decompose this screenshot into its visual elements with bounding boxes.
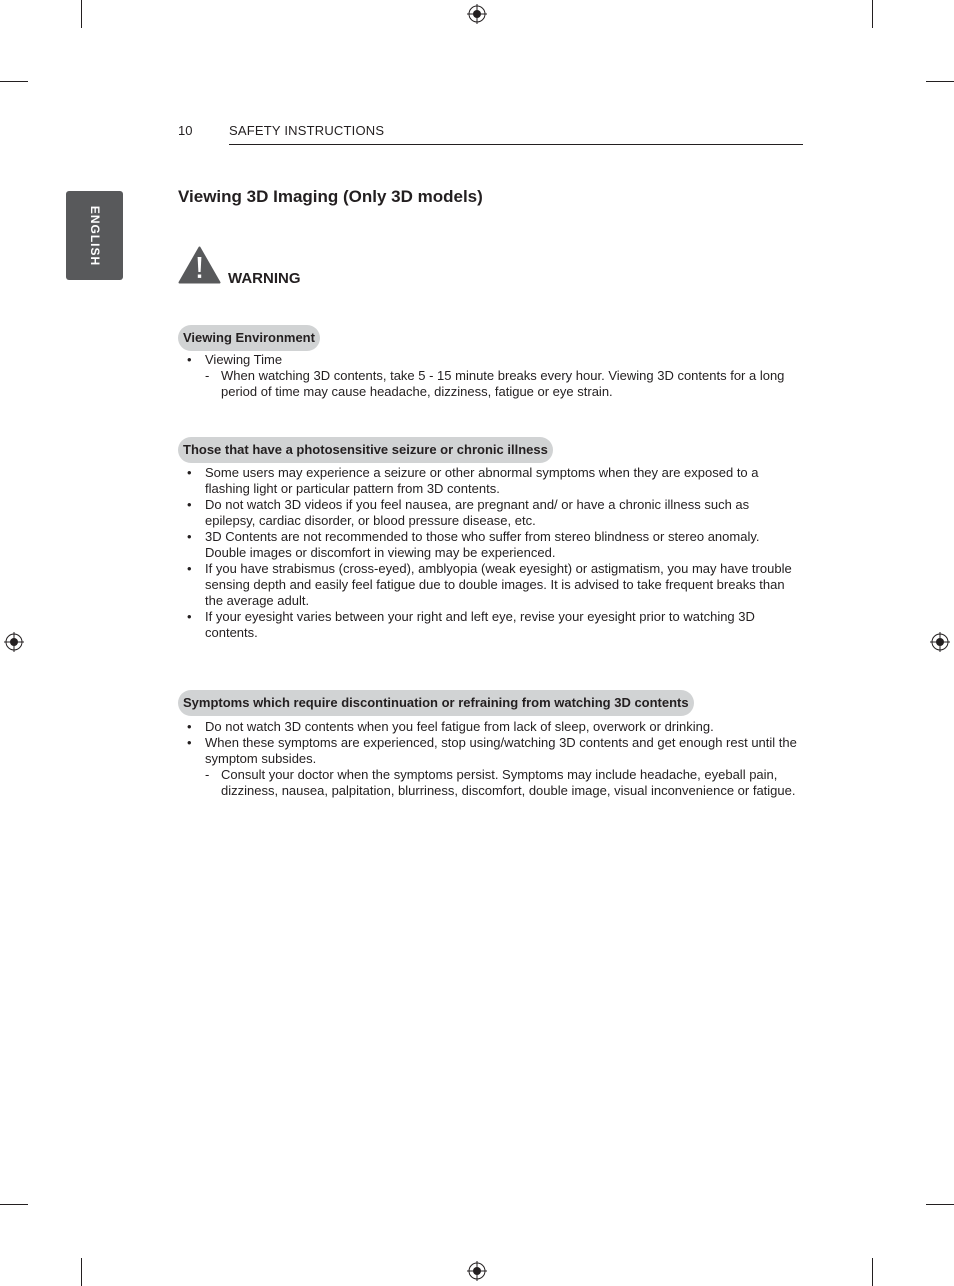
crop-mark [81,0,82,28]
running-head: SAFETY INSTRUCTIONS [229,123,385,138]
language-tab [66,191,123,280]
list-item: • Do not watch 3D videos if you feel nausea, are pregnant and/ or have a chronic illness such as epilepsy, cardiac disorder, or blood pressure disease, etc. [178,497,803,529]
sub-list [205,368,803,400]
list-item-text: Viewing Time [205,352,283,367]
registration-mark-icon [467,1261,487,1281]
section-heading: Symptoms which require discontinuation or refraining from watching 3D contents [178,690,694,716]
crop-mark [81,1258,82,1286]
crop-mark [872,1258,873,1286]
warning-label: WARNING [228,270,301,287]
list-item: • If your eyesight varies between your right and left eye, revise your eyesight prior to watching 3D contents. [178,609,803,641]
header-rule [229,144,803,145]
sub-list-item: - Consult your doctor when the symptoms persist. Symptoms may include headache, eyeball pain, dizziness, nausea, palpitation, blurriness, discomfort, double image, visual inconvenience or fatigue. [205,767,803,799]
language-tab-label: ENGLISH [87,205,102,266]
bullet-list [178,465,803,641]
page-number: 10 [178,123,193,138]
registration-mark-icon [930,632,950,652]
registration-mark-icon [4,632,24,652]
list-item: • Some users may experience a seizure or other abnormal symptoms when they are exposed to a flashing light or particular pattern from 3D contents. [178,465,803,497]
list-item [178,352,803,400]
page-title: Viewing 3D Imaging (Only 3D models) [178,187,483,206]
crop-mark [872,0,873,28]
section-heading: Those that have a photosensitive seizure or chronic illness [178,437,553,463]
crop-mark [926,1204,954,1205]
list-item: • If you have strabismus (cross-eyed), amblyopia (weak eyesight) or astigmatism, you may have trouble sensing depth and easily feel fatigue due to double images. It is advised to take frequent breaks than the average adult. [178,561,803,609]
sub-list-item: - When watching 3D contents, take 5 - 15 minute breaks every hour. Viewing 3D contents for a long period of time may cause headache, dizziness, fatigue or eye strain. [205,368,803,400]
crop-mark [926,81,954,82]
crop-mark [0,81,28,82]
list-item: • Do not watch 3D contents when you feel fatigue from lack of sleep, overwork or drinking. [178,719,803,735]
registration-mark-icon [467,4,487,24]
list-item-text: When these symptoms are experienced, stop using/watching 3D contents and get enough rest until the symptom subsides. [205,735,797,766]
section-heading: Viewing Environment [178,325,320,351]
bullet-list [178,719,803,799]
bullet-list [178,352,803,400]
sub-list [205,767,803,799]
crop-mark [0,1204,28,1205]
warning-triangle-icon [178,246,221,284]
list-item: • 3D Contents are not recommended to those who suffer from stereo blindness or stereo anomaly. Double images or discomfort in viewing may be experienced. [178,529,803,561]
list-item [178,735,803,799]
